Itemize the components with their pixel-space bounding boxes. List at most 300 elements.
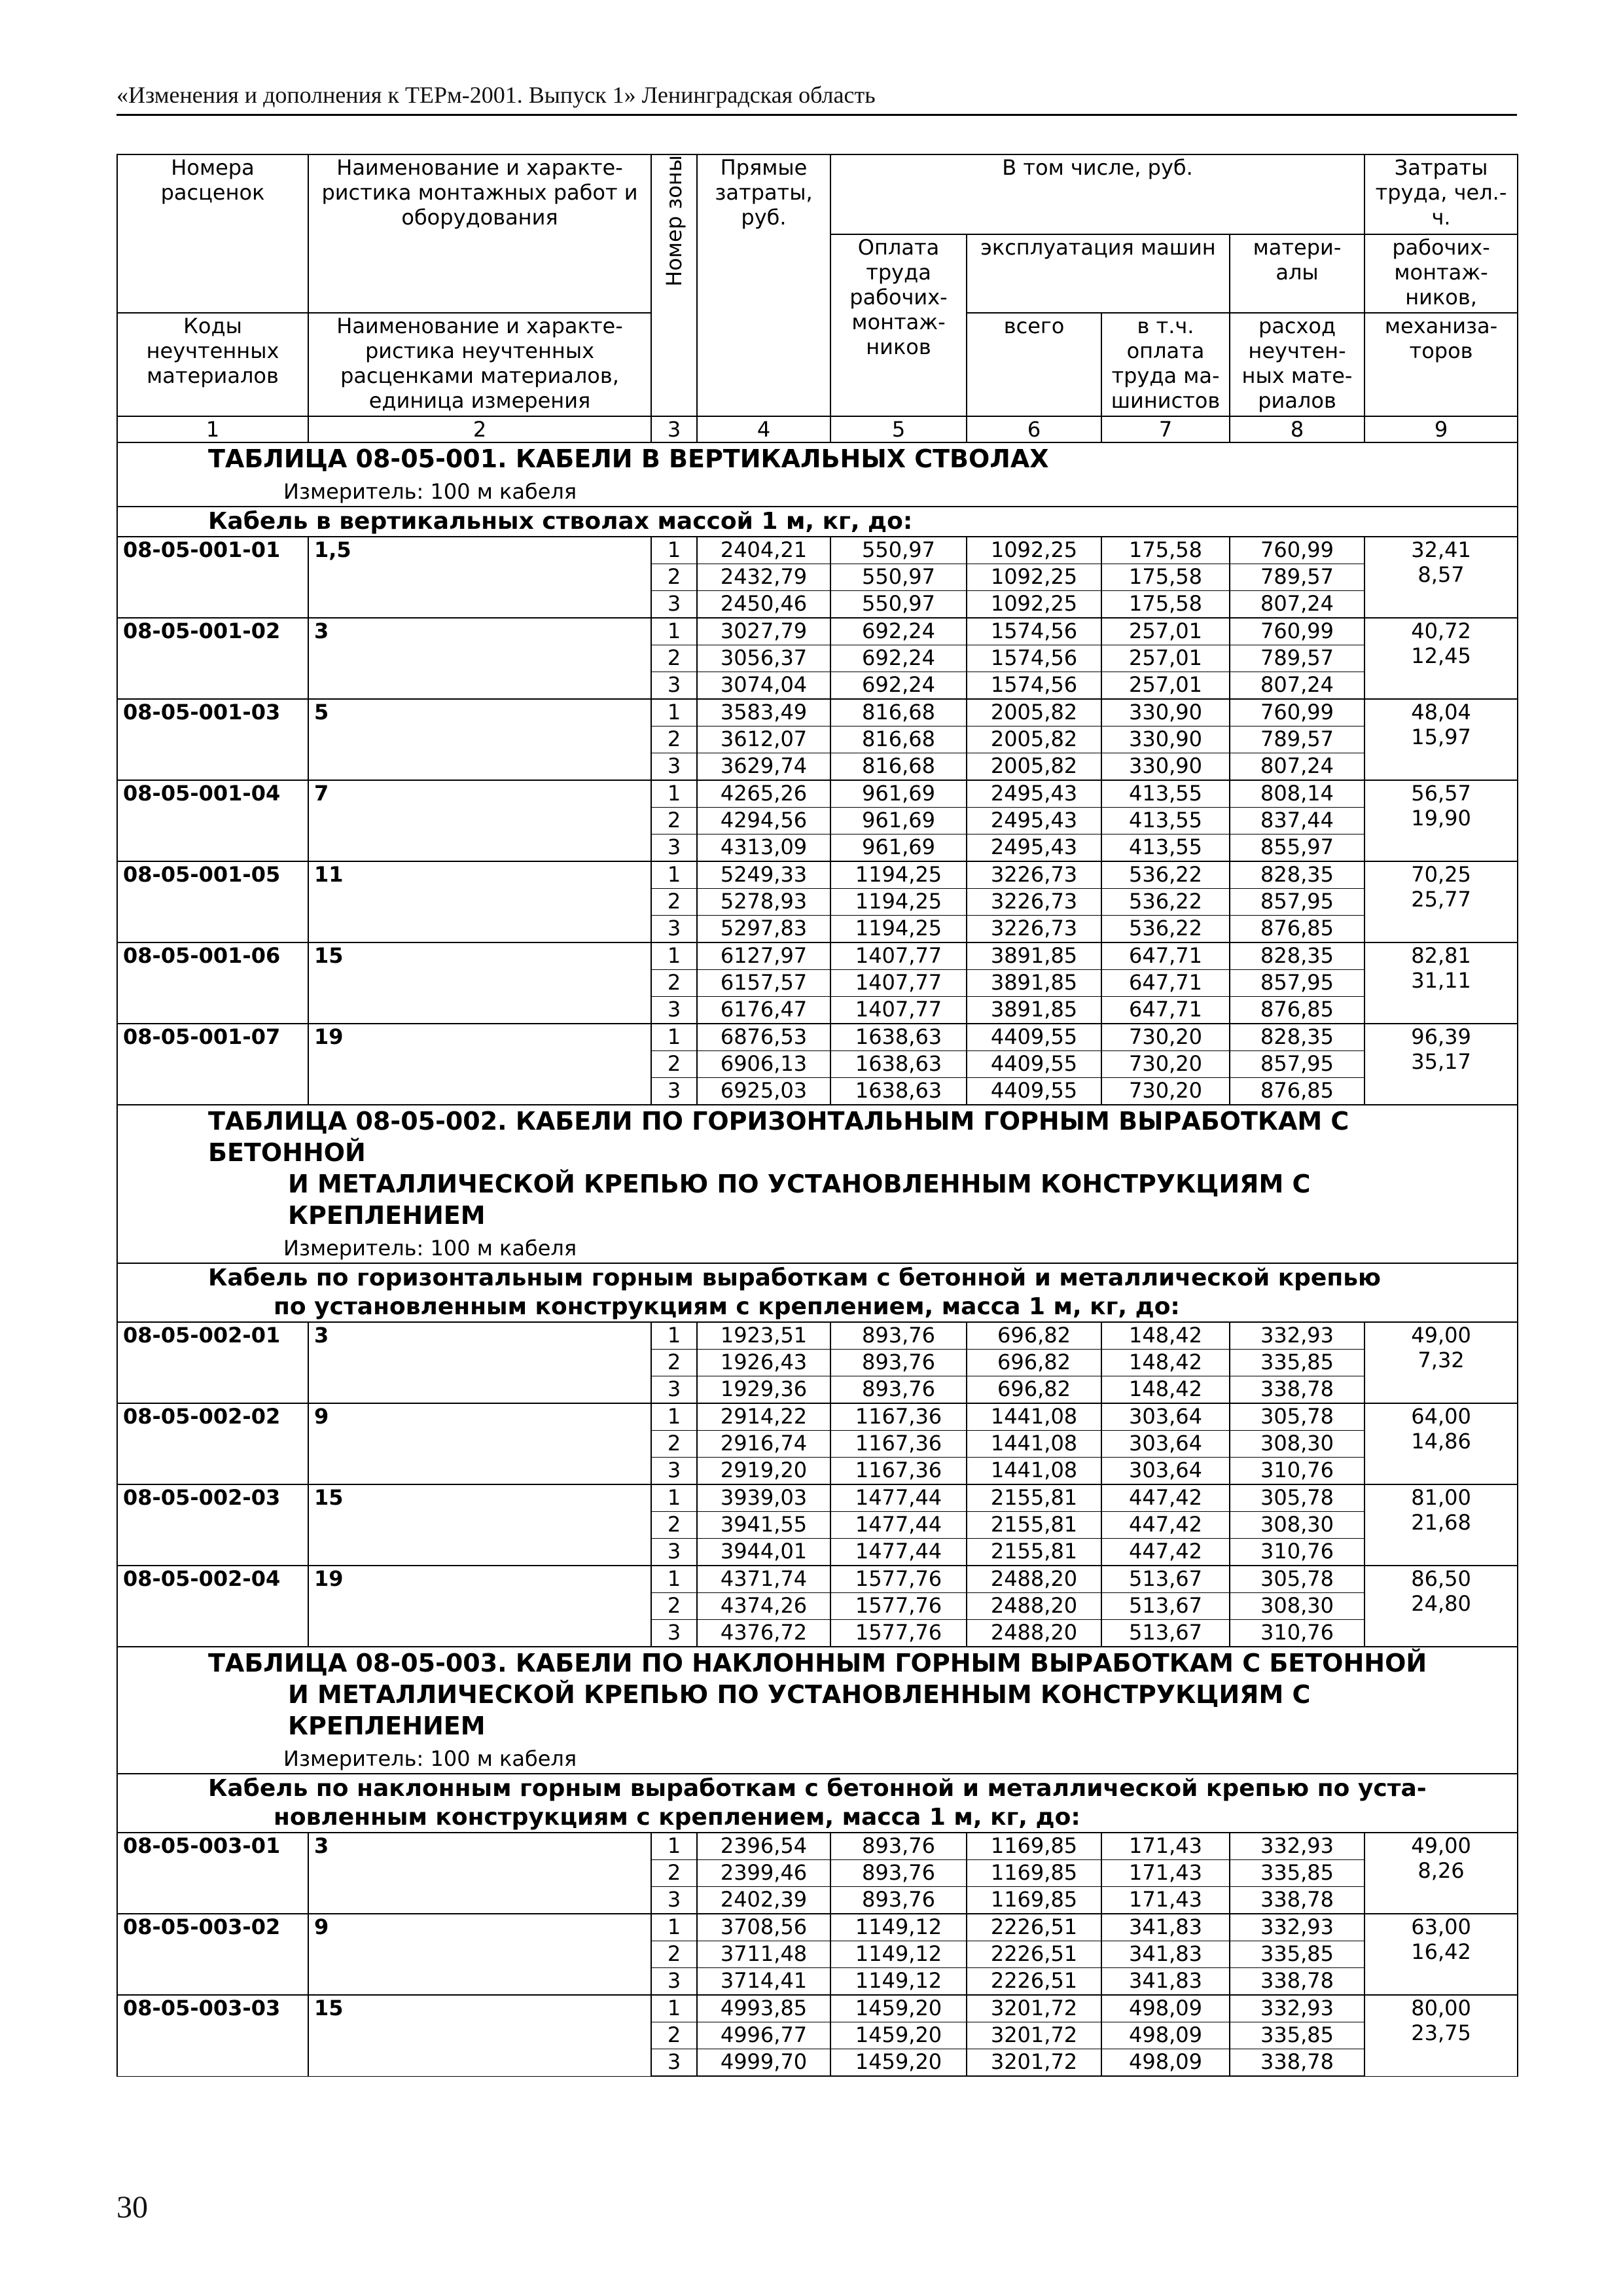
zone-number: 3 — [651, 591, 697, 619]
section-title — [123, 1105, 1512, 1231]
wages: 893,76 — [830, 1887, 967, 1914]
machinist-wages: 647,71 — [1101, 970, 1230, 997]
wages: 1638,63 — [830, 1051, 967, 1078]
machinist-wages: 513,67 — [1101, 1593, 1230, 1620]
rate-code: 08-05-001-07 — [117, 1024, 308, 1105]
zone-number: 1 — [651, 861, 697, 889]
subsection-title-line: Кабель по горизонтальным горным выработкам с бетонной и металлической крепью — [208, 1265, 1381, 1291]
subsection-title-line: Кабель в вертикальных стволах массой 1 м, кг, до: — [208, 508, 913, 535]
machinist-wages: 148,42 — [1101, 1322, 1230, 1350]
wages: 1407,77 — [830, 970, 967, 997]
machines-total: 2226,51 — [967, 1914, 1101, 1941]
direct-costs: 1929,36 — [697, 1376, 830, 1404]
wages: 550,97 — [830, 591, 967, 619]
materials: 332,93 — [1230, 1995, 1364, 2022]
wages: 692,24 — [830, 672, 967, 700]
machinist-wages: 330,90 — [1101, 726, 1230, 753]
labor-costs — [1364, 1403, 1518, 1484]
direct-costs: 3714,41 — [697, 1968, 830, 1996]
direct-costs: 2432,79 — [697, 564, 830, 591]
rate-name: 9 — [308, 1403, 651, 1484]
zone-number: 1 — [651, 1322, 697, 1350]
machines-total: 4409,55 — [967, 1051, 1101, 1078]
machines-total: 3891,85 — [967, 942, 1101, 970]
machinist-wages: 498,09 — [1101, 2049, 1230, 2077]
machines-total: 1441,08 — [967, 1458, 1101, 1485]
machinist-wages: 536,22 — [1101, 889, 1230, 916]
direct-costs: 3711,48 — [697, 1941, 830, 1968]
direct-costs: 3612,07 — [697, 726, 830, 753]
rate-name: 3 — [308, 618, 651, 699]
rate-name: 15 — [308, 1484, 651, 1566]
section-title-line: ТАБЛИЦА 08-05-001. КАБЕЛИ В ВЕРТИКАЛЬНЫХ СТВОЛАХ — [208, 444, 1049, 473]
materials: 855,97 — [1230, 834, 1364, 862]
rate-code: 08-05-002-02 — [117, 1403, 308, 1484]
materials: 857,95 — [1230, 889, 1364, 916]
materials: 305,78 — [1230, 1484, 1364, 1512]
zone-number: 3 — [651, 997, 697, 1024]
zone-number: 2 — [651, 1431, 697, 1458]
machinist-wages: 175,58 — [1101, 564, 1230, 591]
machinist-wages: 330,90 — [1101, 753, 1230, 781]
machinist-wages: 303,64 — [1101, 1458, 1230, 1485]
wages: 893,76 — [830, 1322, 967, 1350]
materials: 828,35 — [1230, 1024, 1364, 1051]
labor-machine-operators: 8,57 — [1418, 562, 1465, 587]
section-title — [123, 443, 1512, 475]
header-direct-costs: Прямые затраты, руб. — [697, 154, 830, 416]
section-unit: Измеритель: 100 м кабеля — [283, 479, 577, 504]
zone-number: 2 — [651, 726, 697, 753]
materials: 857,95 — [1230, 970, 1364, 997]
direct-costs: 4376,72 — [697, 1620, 830, 1647]
materials: 308,30 — [1230, 1593, 1364, 1620]
labor-costs — [1364, 780, 1518, 861]
machines-total: 2495,43 — [967, 808, 1101, 834]
wages: 961,69 — [830, 780, 967, 808]
direct-costs: 3939,03 — [697, 1484, 830, 1512]
wages: 893,76 — [830, 1350, 967, 1376]
wages: 1459,20 — [830, 2049, 967, 2077]
wages: 816,68 — [830, 726, 967, 753]
zone-number: 3 — [651, 1887, 697, 1914]
machinist-wages: 730,20 — [1101, 1078, 1230, 1105]
machinist-wages: 413,55 — [1101, 834, 1230, 862]
materials: 305,78 — [1230, 1403, 1364, 1431]
zone-number: 2 — [651, 808, 697, 834]
zone-number: 1 — [651, 1566, 697, 1593]
labor-costs — [1364, 699, 1518, 780]
rate-name: 3 — [308, 1833, 651, 1914]
labor-machine-operators: 12,45 — [1411, 643, 1471, 668]
direct-costs: 5278,93 — [697, 889, 830, 916]
zone-number: 3 — [651, 1539, 697, 1566]
zone-number: 3 — [651, 834, 697, 862]
wages: 1638,63 — [830, 1024, 967, 1051]
header-machinist-wages: в т.ч. оплата труда ма-шинистов — [1101, 313, 1230, 416]
wages: 1194,25 — [830, 889, 967, 916]
direct-costs: 2450,46 — [697, 591, 830, 619]
materials: 308,30 — [1230, 1512, 1364, 1539]
zone-number: 1 — [651, 1914, 697, 1941]
subsection-row — [117, 1263, 1518, 1322]
labor-workers: 49,00 — [1411, 1323, 1471, 1348]
machines-total: 1574,56 — [967, 618, 1101, 645]
rate-name: 1,5 — [308, 537, 651, 618]
section-title-row — [117, 1105, 1518, 1263]
zone-number: 1 — [651, 1833, 697, 1860]
machines-total: 2226,51 — [967, 1941, 1101, 1968]
machines-total: 3226,73 — [967, 889, 1101, 916]
rate-name: 11 — [308, 861, 651, 942]
direct-costs: 4265,26 — [697, 780, 830, 808]
machinist-wages: 447,42 — [1101, 1512, 1230, 1539]
section-title-cell — [117, 1105, 1518, 1263]
zone-number: 3 — [651, 1078, 697, 1105]
wages: 1167,36 — [830, 1403, 967, 1431]
section-unit: Измеритель: 100 м кабеля — [283, 1746, 577, 1771]
machinist-wages: 730,20 — [1101, 1024, 1230, 1051]
materials: 808,14 — [1230, 780, 1364, 808]
wages: 1167,36 — [830, 1458, 967, 1485]
labor-machine-operators: 15,97 — [1411, 725, 1471, 749]
zone-number: 1 — [651, 699, 697, 726]
wages: 692,24 — [830, 645, 967, 672]
zone-number: 2 — [651, 1941, 697, 1968]
direct-costs: 3027,79 — [697, 618, 830, 645]
direct-costs: 2402,39 — [697, 1887, 830, 1914]
labor-machine-operators: 19,90 — [1411, 806, 1471, 831]
labor-workers: 80,00 — [1411, 1996, 1471, 2020]
materials: 876,85 — [1230, 916, 1364, 943]
zone-number: 2 — [651, 645, 697, 672]
materials: 332,93 — [1230, 1914, 1364, 1941]
table-row — [117, 537, 1518, 564]
materials: 828,35 — [1230, 861, 1364, 889]
materials: 305,78 — [1230, 1566, 1364, 1593]
machines-total: 696,82 — [967, 1322, 1101, 1350]
labor-machine-operators: 31,11 — [1411, 968, 1471, 993]
column-number: 9 — [1364, 416, 1518, 442]
header-machine-operators: механиза-торов — [1364, 313, 1518, 416]
zone-number: 1 — [651, 1484, 697, 1512]
table-row — [117, 1914, 1518, 1941]
materials: 310,76 — [1230, 1620, 1364, 1647]
table-row — [117, 942, 1518, 970]
wages: 1149,12 — [830, 1968, 967, 1996]
direct-costs: 2396,54 — [697, 1833, 830, 1860]
table-row — [117, 780, 1518, 808]
section-title-cell — [117, 442, 1518, 507]
machinist-wages: 303,64 — [1101, 1403, 1230, 1431]
machines-total: 2488,20 — [967, 1593, 1101, 1620]
subsection-cell — [117, 1774, 1518, 1833]
labor-workers: 82,81 — [1411, 943, 1471, 968]
machines-total: 3226,73 — [967, 861, 1101, 889]
materials: 338,78 — [1230, 1968, 1364, 1996]
labor-machine-operators: 24,80 — [1411, 1591, 1471, 1616]
labor-workers: 63,00 — [1411, 1914, 1471, 1939]
zone-number: 1 — [651, 780, 697, 808]
column-number: 5 — [830, 416, 967, 442]
rate-code: 08-05-002-03 — [117, 1484, 308, 1566]
wages: 1577,76 — [830, 1566, 967, 1593]
direct-costs: 3944,01 — [697, 1539, 830, 1566]
materials: 335,85 — [1230, 1860, 1364, 1887]
column-number: 4 — [697, 416, 830, 442]
materials: 807,24 — [1230, 591, 1364, 619]
labor-machine-operators: 25,77 — [1411, 887, 1471, 912]
machines-total: 696,82 — [967, 1350, 1101, 1376]
machinist-wages: 175,58 — [1101, 537, 1230, 564]
wages: 1638,63 — [830, 1078, 967, 1105]
machinist-wages: 257,01 — [1101, 618, 1230, 645]
rate-name: 9 — [308, 1914, 651, 1995]
column-number: 2 — [308, 416, 651, 442]
materials: 789,57 — [1230, 726, 1364, 753]
labor-machine-operators: 7,32 — [1418, 1348, 1465, 1372]
wages: 1167,36 — [830, 1431, 967, 1458]
zone-number: 3 — [651, 1620, 697, 1647]
rate-name: 15 — [308, 1995, 651, 2076]
zone-number: 2 — [651, 1593, 697, 1620]
materials: 760,99 — [1230, 537, 1364, 564]
machines-total: 3891,85 — [967, 970, 1101, 997]
column-number: 3 — [651, 416, 697, 442]
wages: 550,97 — [830, 564, 967, 591]
table-row — [117, 1566, 1518, 1593]
materials: 807,24 — [1230, 753, 1364, 781]
rate-code: 08-05-001-05 — [117, 861, 308, 942]
machines-total: 1092,25 — [967, 591, 1101, 619]
machines-total: 2005,82 — [967, 753, 1101, 781]
materials: 335,85 — [1230, 1941, 1364, 1968]
header-materials: матери-алы — [1230, 234, 1364, 313]
machinist-wages: 536,22 — [1101, 861, 1230, 889]
machines-total: 2495,43 — [967, 834, 1101, 862]
wages: 1149,12 — [830, 1941, 967, 1968]
wages: 961,69 — [830, 834, 967, 862]
direct-costs: 6127,97 — [697, 942, 830, 970]
header-workers: рабочих-монтаж-ников, — [1364, 234, 1518, 313]
labor-costs — [1364, 1322, 1518, 1403]
zone-number: 1 — [651, 1995, 697, 2022]
direct-costs: 6157,57 — [697, 970, 830, 997]
labor-machine-operators: 23,75 — [1411, 2020, 1471, 2045]
subsection-row — [117, 507, 1518, 537]
direct-costs: 4313,09 — [697, 834, 830, 862]
rate-code: 08-05-001-06 — [117, 942, 308, 1024]
machinist-wages: 330,90 — [1101, 699, 1230, 726]
labor-workers: 70,25 — [1411, 862, 1471, 887]
zone-number: 1 — [651, 942, 697, 970]
machines-total: 2226,51 — [967, 1968, 1101, 1996]
materials: 876,85 — [1230, 1078, 1364, 1105]
wages: 1477,44 — [830, 1512, 967, 1539]
machines-total: 2495,43 — [967, 780, 1101, 808]
wages: 692,24 — [830, 618, 967, 645]
materials: 338,78 — [1230, 1376, 1364, 1404]
labor-costs — [1364, 537, 1518, 618]
labor-workers: 32,41 — [1411, 537, 1471, 562]
header-including: В том числе, руб. — [830, 154, 1364, 234]
header-work-name: Наименование и характе-ристика монтажных работ и оборудования — [308, 154, 651, 313]
subsection-title — [123, 507, 1512, 536]
labor-workers: 40,72 — [1411, 619, 1471, 643]
materials: 335,85 — [1230, 1350, 1364, 1376]
wages: 1477,44 — [830, 1484, 967, 1512]
machines-total: 696,82 — [967, 1376, 1101, 1404]
machinist-wages: 175,58 — [1101, 591, 1230, 619]
materials: 789,57 — [1230, 645, 1364, 672]
machines-total: 1441,08 — [967, 1403, 1101, 1431]
wages: 1194,25 — [830, 861, 967, 889]
zone-number: 3 — [651, 753, 697, 781]
machinist-wages: 341,83 — [1101, 1968, 1230, 1996]
materials: 837,44 — [1230, 808, 1364, 834]
rates-table — [116, 154, 1518, 2077]
labor-workers: 81,00 — [1411, 1485, 1471, 1510]
materials: 310,76 — [1230, 1539, 1364, 1566]
machinist-wages: 413,55 — [1101, 808, 1230, 834]
labor-workers: 49,00 — [1411, 1833, 1471, 1858]
wages: 893,76 — [830, 1860, 967, 1887]
table-row — [117, 1403, 1518, 1431]
zone-number: 1 — [651, 1024, 697, 1051]
wages: 1459,20 — [830, 1995, 967, 2022]
rate-code: 08-05-003-02 — [117, 1914, 308, 1995]
section-title-cell — [117, 1647, 1518, 1774]
zone-number: 2 — [651, 1512, 697, 1539]
subsection-title — [123, 1774, 1512, 1832]
labor-workers: 48,04 — [1411, 700, 1471, 725]
wages: 1459,20 — [830, 2022, 967, 2049]
machinist-wages: 498,09 — [1101, 2022, 1230, 2049]
wages: 816,68 — [830, 699, 967, 726]
rate-name: 5 — [308, 699, 651, 780]
header-zone — [651, 154, 697, 416]
wages: 1477,44 — [830, 1539, 967, 1566]
header-material-consumption: расход неучтен-ных мате-риалов — [1230, 313, 1364, 416]
machines-total: 2488,20 — [967, 1620, 1101, 1647]
zone-number: 3 — [651, 916, 697, 943]
section-title — [123, 1647, 1512, 1742]
machines-total: 4409,55 — [967, 1078, 1101, 1105]
wages: 893,76 — [830, 1376, 967, 1404]
machines-total: 2155,81 — [967, 1539, 1101, 1566]
table-row — [117, 1484, 1518, 1512]
machines-total: 1092,25 — [967, 564, 1101, 591]
table-row — [117, 1833, 1518, 1860]
machines-total: 1092,25 — [967, 537, 1101, 564]
direct-costs: 3941,55 — [697, 1512, 830, 1539]
zone-number: 3 — [651, 2049, 697, 2077]
subsection-title-line: по установленным конструкциям с креплением, масса 1 м, кг, до: — [274, 1293, 1180, 1320]
materials: 310,76 — [1230, 1458, 1364, 1485]
labor-workers: 86,50 — [1411, 1566, 1471, 1591]
section-title-row — [117, 442, 1518, 507]
machines-total: 1574,56 — [967, 672, 1101, 700]
machinist-wages: 148,42 — [1101, 1376, 1230, 1404]
machinist-wages: 148,42 — [1101, 1350, 1230, 1376]
labor-machine-operators: 14,86 — [1411, 1429, 1471, 1454]
labor-costs — [1364, 1995, 1518, 2076]
machines-total: 1169,85 — [967, 1833, 1101, 1860]
section-title-line: ТАБЛИЦА 08-05-002. КАБЕЛИ ПО ГОРИЗОНТАЛЬНЫМ ГОРНЫМ ВЫРАБОТКАМ С БЕТОННОЙ — [208, 1107, 1349, 1167]
materials: 807,24 — [1230, 672, 1364, 700]
machines-total: 3201,72 — [967, 1995, 1101, 2022]
labor-costs — [1364, 942, 1518, 1024]
wages: 1407,77 — [830, 942, 967, 970]
machinist-wages: 341,83 — [1101, 1941, 1230, 1968]
materials: 876,85 — [1230, 997, 1364, 1024]
header-machine-operation: эксплуатация машин — [967, 234, 1230, 313]
direct-costs: 6925,03 — [697, 1078, 830, 1105]
materials: 760,99 — [1230, 618, 1364, 645]
zone-number: 2 — [651, 970, 697, 997]
zone-number: 3 — [651, 1376, 697, 1404]
materials: 338,78 — [1230, 2049, 1364, 2077]
materials: 760,99 — [1230, 699, 1364, 726]
zone-number: 3 — [651, 1458, 697, 1485]
table-row — [117, 1995, 1518, 2022]
materials: 335,85 — [1230, 2022, 1364, 2049]
machines-total: 3891,85 — [967, 997, 1101, 1024]
machinist-wages: 171,43 — [1101, 1887, 1230, 1914]
machinist-wages: 171,43 — [1101, 1833, 1230, 1860]
zone-number: 2 — [651, 564, 697, 591]
machinist-wages: 257,01 — [1101, 645, 1230, 672]
zone-number: 1 — [651, 1403, 697, 1431]
direct-costs: 6906,13 — [697, 1051, 830, 1078]
machinist-wages: 498,09 — [1101, 1995, 1230, 2022]
zone-number: 2 — [651, 2022, 697, 2049]
machinist-wages: 730,20 — [1101, 1051, 1230, 1078]
zone-number: 2 — [651, 1860, 697, 1887]
wages: 1407,77 — [830, 997, 967, 1024]
labor-machine-operators: 16,42 — [1411, 1939, 1471, 1964]
machinist-wages: 341,83 — [1101, 1914, 1230, 1941]
machines-total: 3201,72 — [967, 2022, 1101, 2049]
machines-total: 2488,20 — [967, 1566, 1101, 1593]
direct-costs: 3629,74 — [697, 753, 830, 781]
direct-costs: 1923,51 — [697, 1322, 830, 1350]
subsection-cell — [117, 507, 1518, 537]
labor-costs — [1364, 861, 1518, 942]
labor-workers: 56,57 — [1411, 781, 1471, 806]
labor-machine-operators: 21,68 — [1411, 1510, 1471, 1535]
direct-costs: 5297,83 — [697, 916, 830, 943]
direct-costs: 6176,47 — [697, 997, 830, 1024]
machinist-wages: 303,64 — [1101, 1431, 1230, 1458]
materials: 789,57 — [1230, 564, 1364, 591]
rate-code: 08-05-003-03 — [117, 1995, 308, 2076]
zone-number: 2 — [651, 1350, 697, 1376]
rate-name: 19 — [308, 1566, 651, 1647]
zone-number: 3 — [651, 672, 697, 700]
section-title-line: И МЕТАЛЛИЧЕСКОЙ КРЕПЬЮ ПО УСТАНОВЛЕННЫМ КОНСТРУКЦИЯМ С КРЕПЛЕНИЕМ — [288, 1170, 1311, 1230]
zone-number: 1 — [651, 537, 697, 564]
materials: 828,35 — [1230, 942, 1364, 970]
direct-costs: 2914,22 — [697, 1403, 830, 1431]
subsection-row — [117, 1774, 1518, 1833]
zone-number: 2 — [651, 889, 697, 916]
direct-costs: 5249,33 — [697, 861, 830, 889]
rate-code: 08-05-001-04 — [117, 780, 308, 861]
direct-costs: 4371,74 — [697, 1566, 830, 1593]
direct-costs: 4993,85 — [697, 1995, 830, 2022]
column-number: 7 — [1101, 416, 1230, 442]
